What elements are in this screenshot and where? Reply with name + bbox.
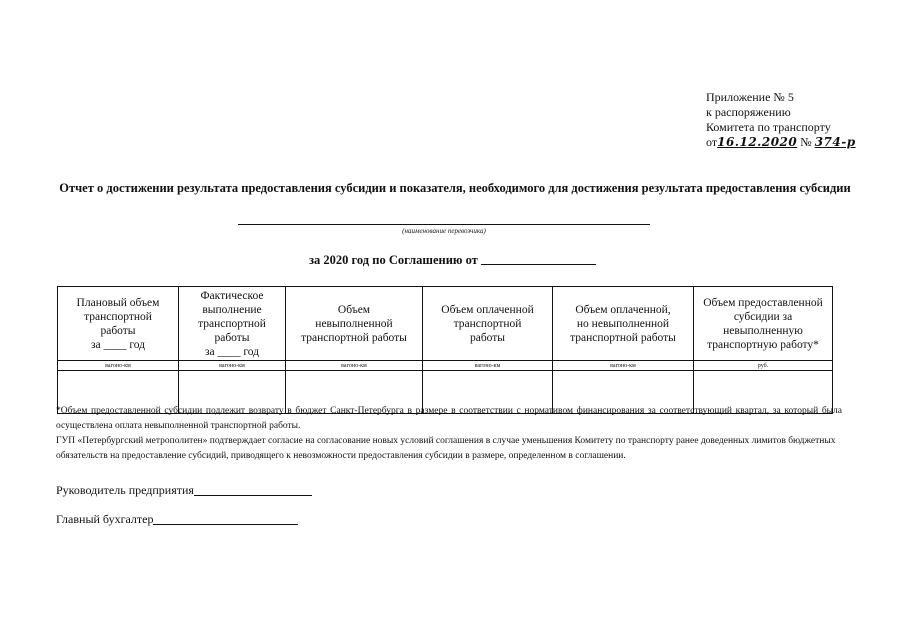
period-line (0, 253, 905, 268)
appendix-number: Приложение № 5 (706, 90, 794, 104)
header-unfulfilled-volume: Объем невыполненной транспортной работы (286, 287, 423, 361)
signature-director (56, 483, 312, 498)
header-paid-volume: Объем оплаченной транспортной работы (423, 287, 553, 361)
number-prefix: № (800, 135, 812, 149)
recipient-name-line (238, 224, 650, 225)
unit-cell: руб. (694, 361, 833, 371)
period-text: за 2020 год по Соглашению от (309, 253, 478, 267)
unit-cell: вагоно-км (286, 361, 423, 371)
date-prefix: от (706, 135, 718, 149)
signature-accountant (56, 512, 298, 527)
recipient-caption: (наименование перевозчика) (402, 227, 486, 235)
accountant-signature-line[interactable] (153, 512, 298, 525)
agreement-date-blank (481, 253, 596, 265)
appendix-block (706, 90, 856, 150)
appendix-date-line (706, 135, 856, 150)
number-handwritten: 374-р (814, 135, 856, 149)
units-row (58, 361, 833, 371)
report-table (57, 286, 833, 414)
director-label: Руководитель предприятия (56, 483, 194, 497)
unit-cell: вагоно-км (553, 361, 694, 371)
director-signature-line[interactable] (194, 483, 312, 496)
document-title: Отчет о достижении результата предоставления субсидии и показателя, необходимого для достижения результата предоставления субсидии (59, 181, 851, 195)
header-paid-unfulfilled-volume: Объем оплаченной, но невыполненной транспортной работы (553, 287, 694, 361)
appendix-committee: Комитета по транспорту (706, 120, 831, 134)
header-actual-performance: Фактическое выполнение транспортной работы за ____ год (179, 287, 286, 361)
unit-cell: вагоно-км (423, 361, 553, 371)
header-row (58, 287, 833, 361)
header-planned-volume: Плановый объем транспортной работы за ____ год (58, 287, 179, 361)
appendix-order-ref: к распоряжению (706, 105, 791, 119)
unit-cell: вагоно-км (179, 361, 286, 371)
footnote-subsidy-return: *Объем предоставленной субсидии подлежит возврату в бюджет Санкт-Петербурга в размере в соответствии с нормативом финансирования за соответствующий квартал, за который была осуществлена оплата невыполненной транспортной работы. (56, 406, 842, 431)
header-subsidy-amount: Объем предоставленной субсидии за невыполненную транспортную работу* (694, 287, 833, 361)
date-handwritten: 16.12.2020 (717, 135, 798, 149)
note-consent: ГУП «Петербургский метрополитен» подтверждает согласие на согласование новых условий соглашения в случае уменьшения Комитету по транспорту ранее доведенных лимитов бюджетных обязательств на предоставление субсидий, приводящего к невозможности предоставления субсидии в размере, определенном в соглашении. (56, 436, 836, 461)
accountant-label: Главный бухгалтер (56, 512, 154, 526)
unit-cell: вагоно-км (58, 361, 179, 371)
